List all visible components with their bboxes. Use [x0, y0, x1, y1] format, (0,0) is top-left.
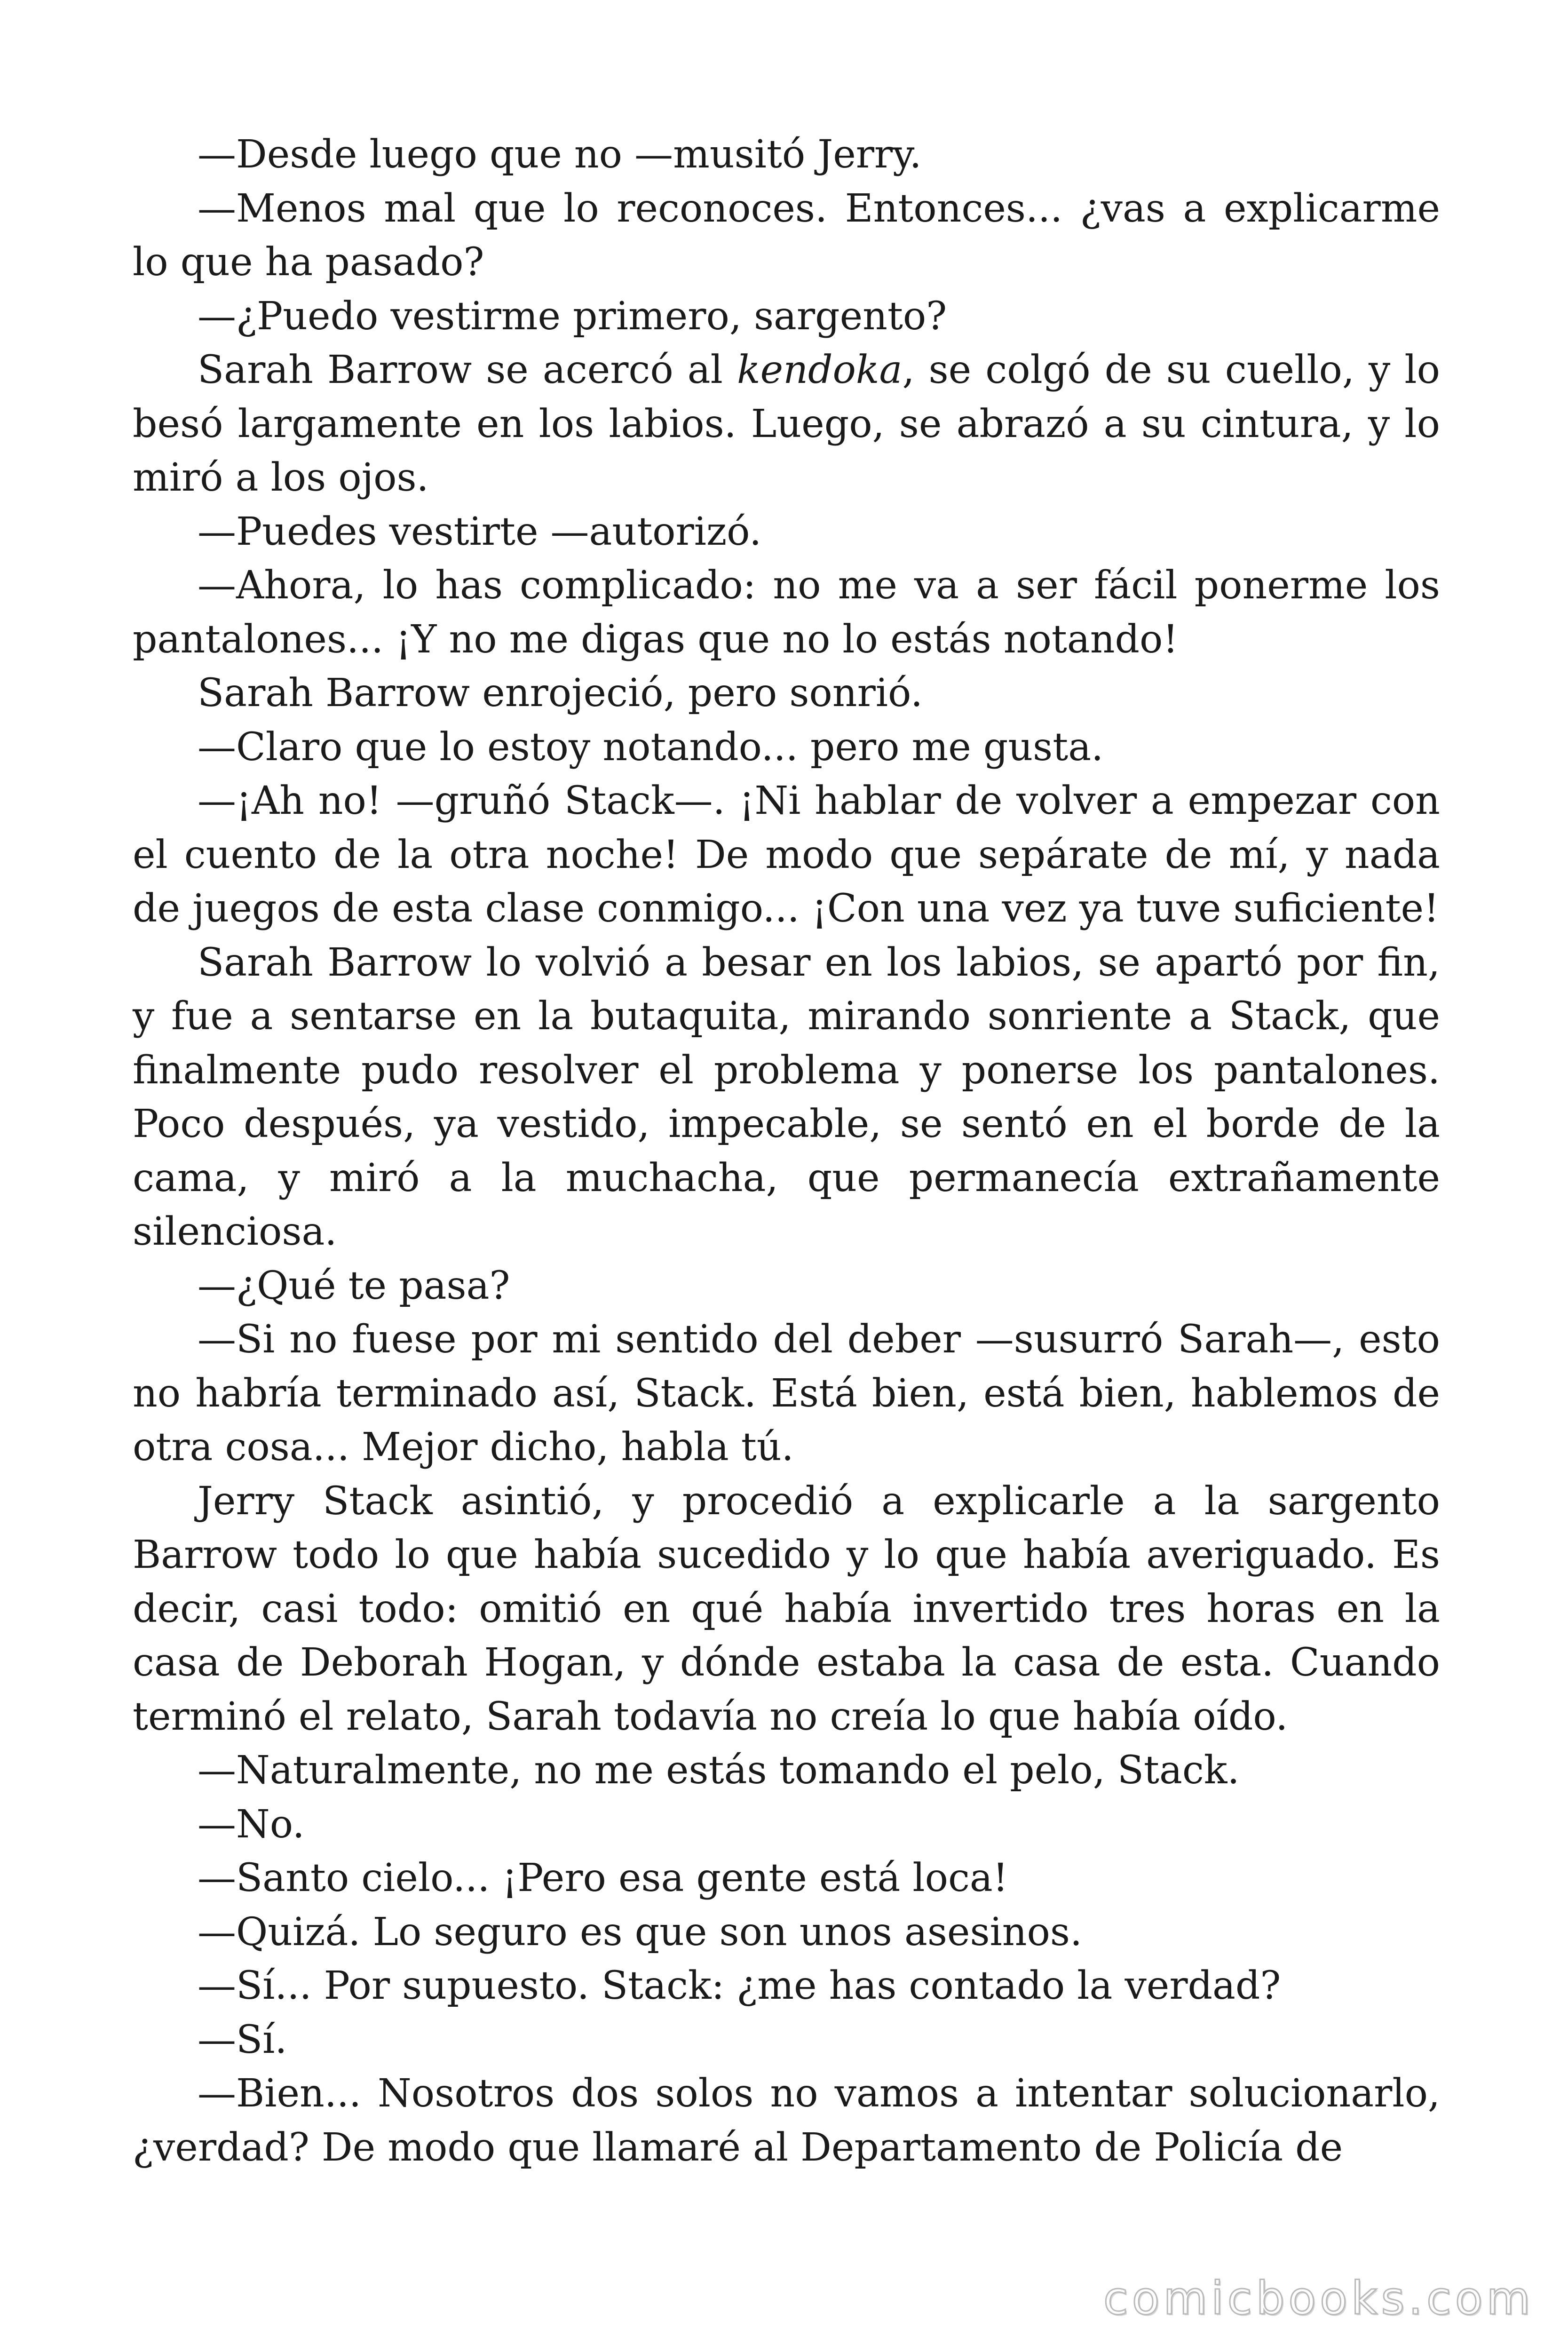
- paragraph: [133, 1906, 1440, 1960]
- paragraph: [133, 182, 1440, 290]
- paragraph: [133, 774, 1440, 936]
- paragraph: [133, 1475, 1440, 1744]
- paragraph: [133, 721, 1440, 775]
- paragraph: [133, 1744, 1440, 1798]
- paragraph: [133, 343, 1440, 505]
- paragraph: [133, 290, 1440, 344]
- paragraph: [133, 1259, 1440, 1313]
- paragraph-text: —Puedes vestirte —autorizó.: [198, 509, 762, 554]
- paragraph-text: —¿Puedo vestirme primero, sargento?: [198, 294, 947, 339]
- paragraph-text: —No.: [198, 1802, 305, 1847]
- paragraph: [133, 1851, 1440, 1906]
- paragraph-text: —Claro que lo estoy notando... pero me gusta.: [198, 724, 1104, 770]
- paragraph-text: Sarah Barrow lo volvió a besar en los labios, se apartó por fin, y fue a sentarse en la butaquita, mirando sonriente a Stack, que finalmente pudo resolver el problema y ponerse los pantalones. Poco después, ya vestido, impecable, se sentó en el borde de la cama, y miró a la muchacha, que permanecía extrañamente silenciosa.: [133, 940, 1440, 1254]
- paragraph: [133, 1313, 1440, 1475]
- paragraph: [133, 667, 1440, 721]
- paragraph: [133, 505, 1440, 559]
- paragraph-text: —Quizá. Lo seguro es que son unos asesinos.: [198, 1909, 1083, 1955]
- paragraph: [133, 2067, 1440, 2175]
- paragraph: [133, 128, 1440, 182]
- paragraph: [133, 2013, 1440, 2067]
- paragraph-text: —¿Qué te pasa?: [198, 1263, 510, 1308]
- page-text-body: [133, 128, 1440, 2175]
- paragraph-text: —Sí... Por supuesto. Stack: ¿me has contado la verdad?: [198, 1963, 1281, 2008]
- paragraph-text: —Sí.: [198, 2017, 287, 2062]
- paragraph-text: Jerry Stack asintió, y procedió a explicarle a la sargento Barrow todo lo que había sucedido y lo que había averiguado. Es decir, casi todo: omitió en qué había invertido tres horas en la casa de Deborah Hogan, y dónde estaba la casa de esta. Cuando terminó el relato, Sarah todavía no creía lo que había oído.: [133, 1478, 1440, 1739]
- paragraph: [133, 1959, 1440, 2013]
- watermark-text: comicbooks.com: [1103, 2272, 1534, 2325]
- paragraph: [133, 559, 1440, 667]
- paragraph: [133, 1798, 1440, 1852]
- paragraph-text: —Santo cielo... ¡Pero esa gente está loca!: [198, 1856, 1008, 1900]
- paragraph-text: , se colgó de su cuello, y lo besó largamente en los labios. Luego, se abrazó a su cintura, y lo miró a los ojos.: [133, 348, 1440, 500]
- paragraph-text: —Menos mal que lo reconoces. Entonces... ¿vas a explicarme lo que ha pasado?: [133, 186, 1440, 285]
- paragraph-text: —Desde luego que no —musitó Jerry.: [198, 132, 922, 177]
- paragraph: [133, 936, 1440, 1259]
- paragraph-text: —Ahora, lo has complicado: no me va a ser fácil ponerme los pantalones... ¡Y no me digas que no lo estás notando!: [133, 563, 1440, 662]
- paragraph-text: —Bien... Nosotros dos solos no vamos a intentar solucionarlo, ¿verdad? De modo que llamaré al Departamento de Policía de: [133, 2071, 1440, 2170]
- paragraph-text: —¡Ah no! —gruñó Stack—. ¡Ni hablar de volver a empezar con el cuento de la otra noche! De modo que sepárate de mí, y nada de juegos de esta clase conmigo... ¡Con una vez ya tuve suficiente!: [133, 779, 1440, 931]
- paragraph-text: —Naturalmente, no me estás tomando el pelo, Stack.: [198, 1748, 1240, 1793]
- paragraph-text: Sarah Barrow se acercó al: [198, 348, 737, 392]
- paragraph-text: Sarah Barrow enrojeció, pero sonrió.: [198, 671, 923, 715]
- italic-text: kendoka: [736, 348, 903, 392]
- paragraph-text: —Si no fuese por mi sentido del deber —susurró Sarah—, esto no habría terminado así, Stack. Está bien, está bien, hablemos de otra cosa... Mejor dicho, habla tú.: [133, 1317, 1440, 1470]
